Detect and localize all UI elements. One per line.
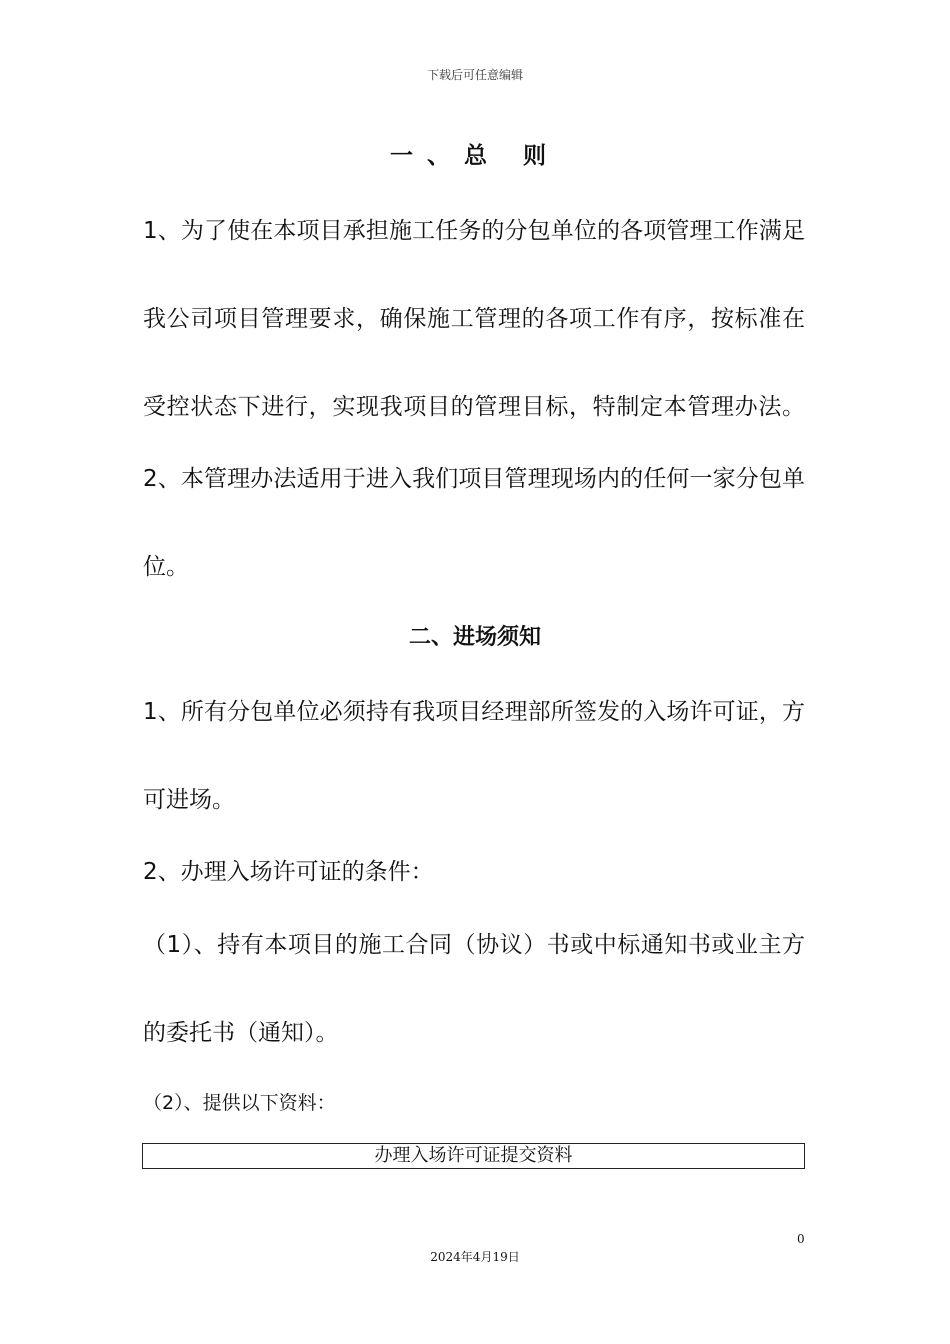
header-note: 下载后可任意编辑 (426, 68, 523, 82)
paragraph-line: 2、本管理办法适用于进入我们项目管理现场内的任何一家分包单 (143, 466, 805, 492)
paragraph-line: （1）、持有本项目的施工合同（协议）书或中标通知书或业主方 (143, 932, 805, 958)
page-number: 0 (797, 1232, 805, 1246)
paragraph-line: 我公司项目管理要求，确保施工管理的各项工作有序，按标准在 (143, 306, 805, 332)
paragraph-line: 1、所有分包单位必须持有我项目经理部所签发的入场许可证，方 (143, 699, 805, 725)
paragraph-line: 位。 (143, 554, 189, 580)
table-header-cell: 办理入场许可证提交资料 (142, 1143, 805, 1169)
paragraph-line: 受控状态下进行，实现我项目的管理目标，特制定本管理办法。 (143, 394, 805, 420)
section-title-entry: 二、进场须知 (408, 625, 541, 650)
paragraph-line: 的委托书（通知）。 (143, 1020, 339, 1046)
paragraph-line: 2、办理入场许可证的条件： (143, 859, 434, 885)
footer-date: 2024年4月19日 (430, 1250, 520, 1264)
paragraph-line: 可进场。 (143, 787, 235, 813)
paragraph-line: 1、为了使在本项目承担施工任务的分包单位的各项管理工作满足 (143, 218, 805, 244)
section-title-general: 一、总 则 (389, 143, 560, 169)
paragraph-line: （2）、提供以下资料： (143, 1092, 336, 1114)
